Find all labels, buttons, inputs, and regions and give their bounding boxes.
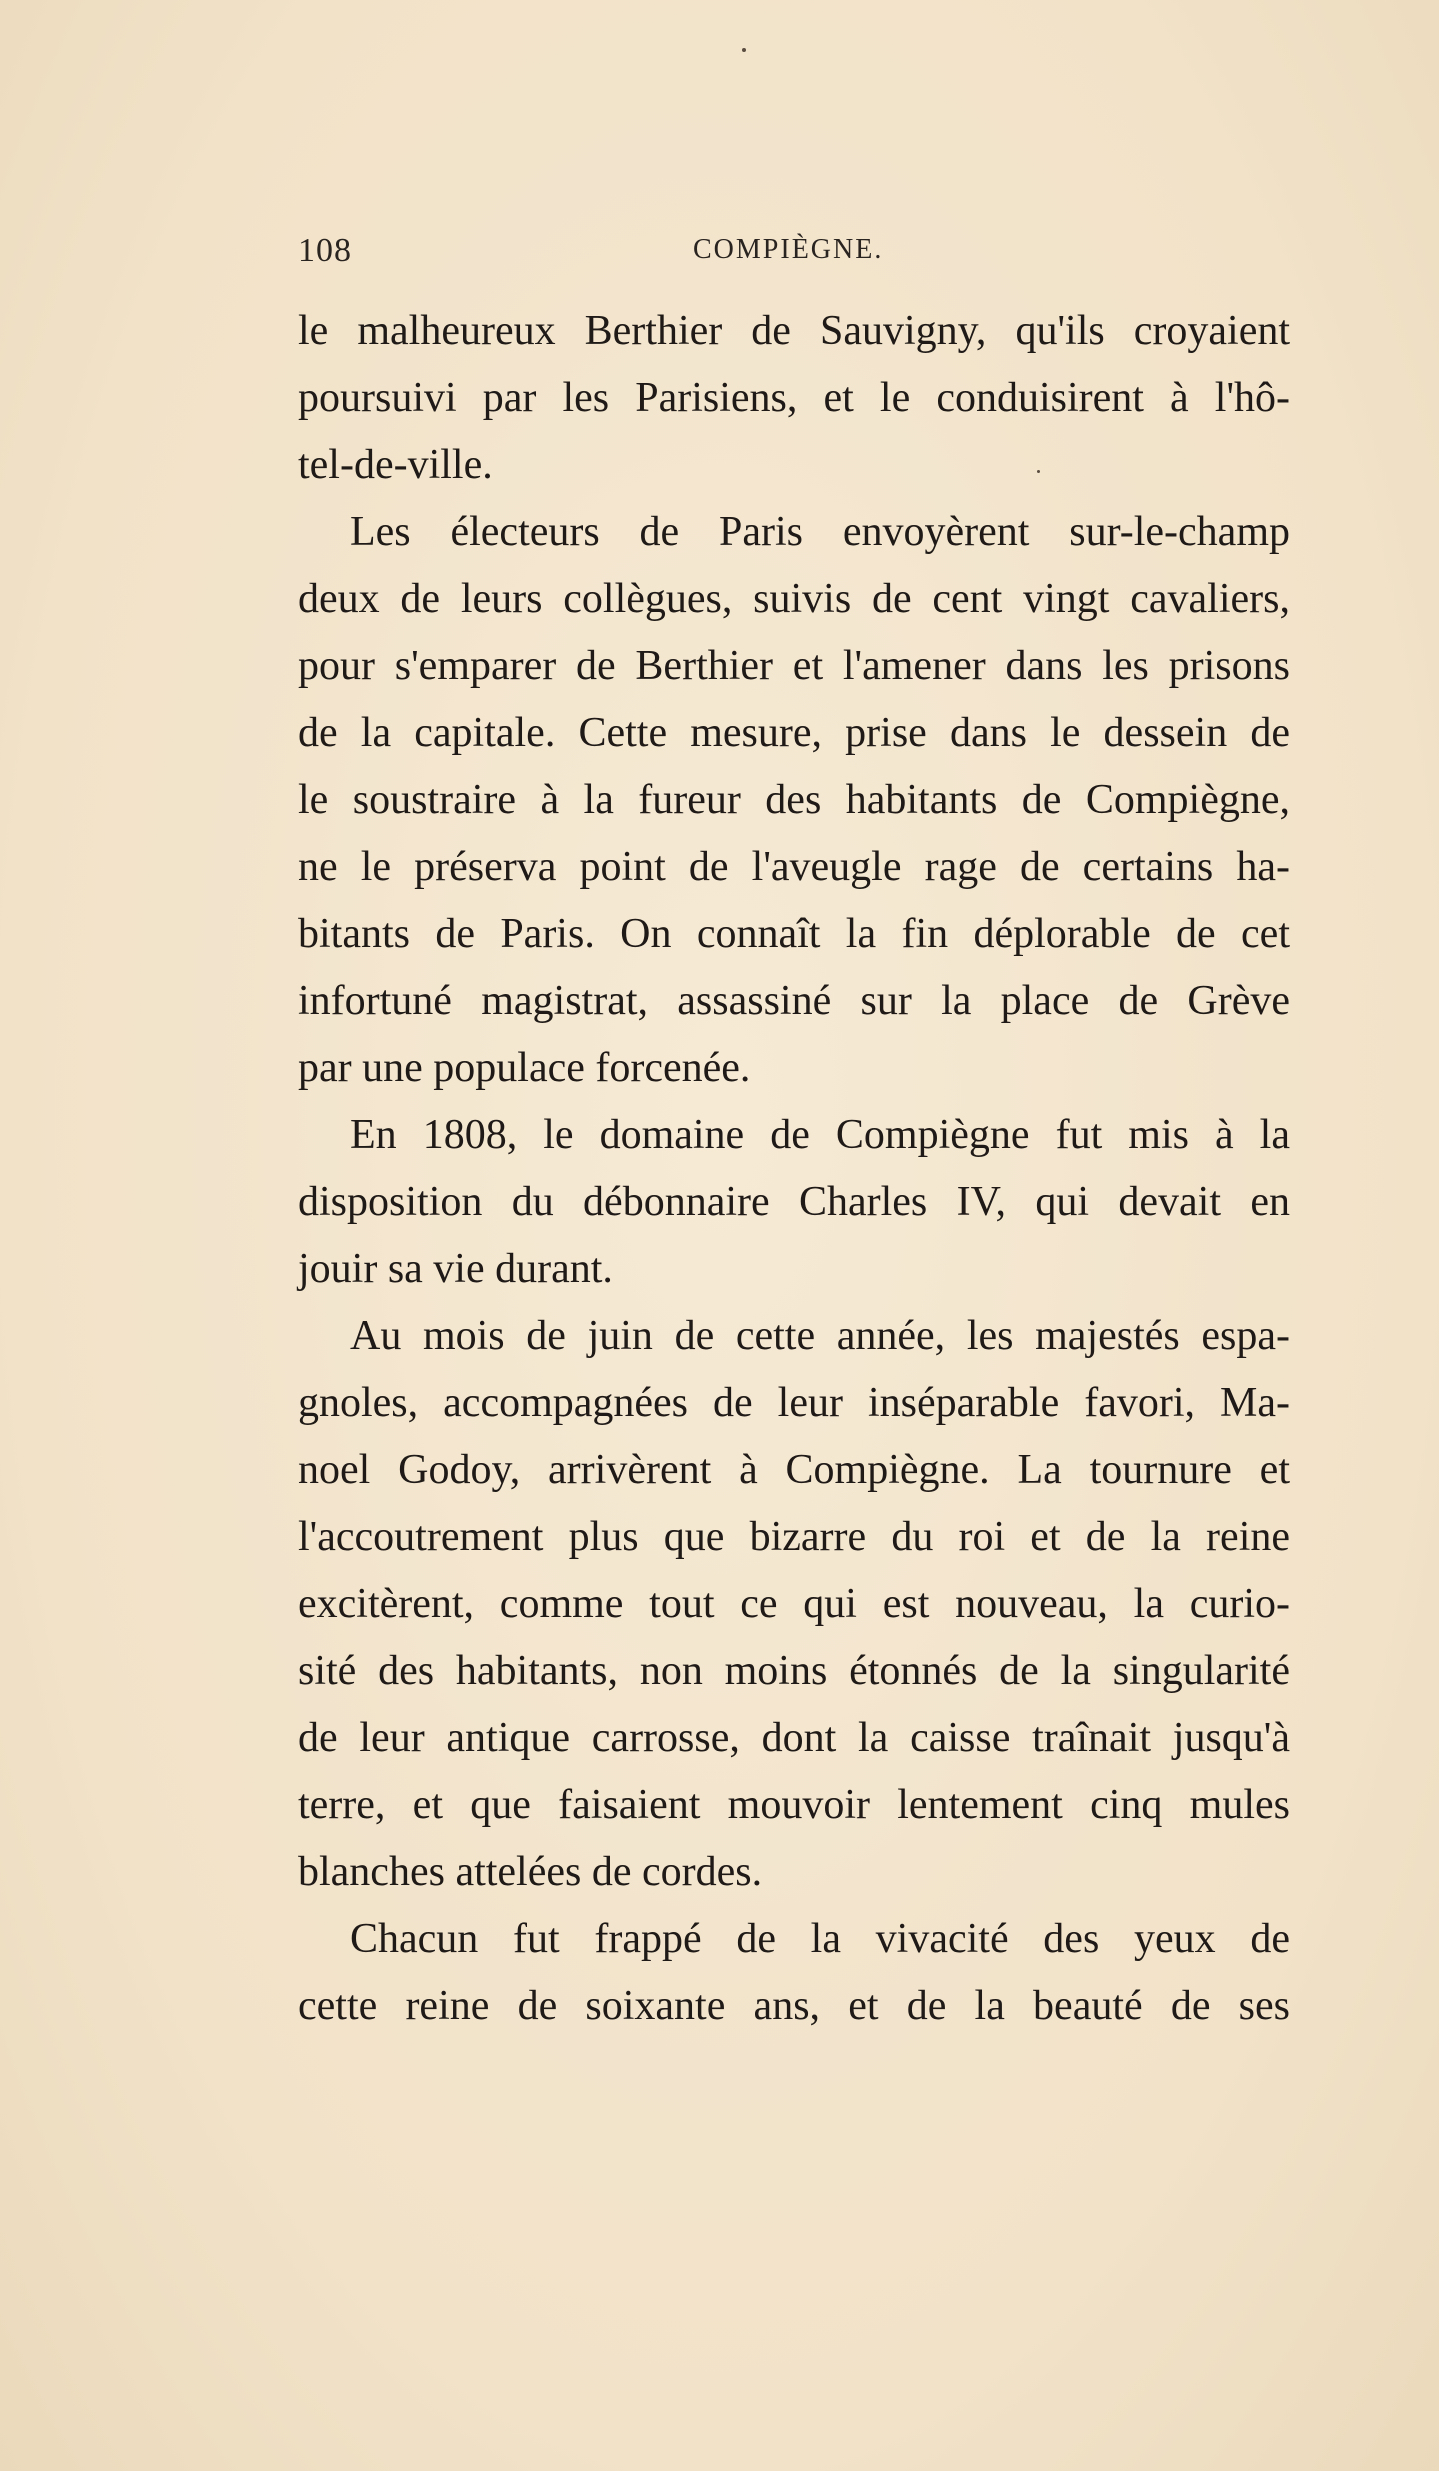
text-line: Les électeurs de Paris envoyèrent sur-le-champ [350, 509, 1290, 555]
text-line: jouir sa vie durant. [298, 1246, 613, 1292]
text-line: de la capitale. Cette mesure, prise dans le dessein de [298, 710, 1290, 756]
running-title: COMPIÈGNE. [693, 234, 884, 265]
text-line: gnoles, accompagnées de leur inséparable favori, Ma- [298, 1380, 1290, 1426]
paper-speck [742, 48, 746, 52]
text-line: Chacun fut frappé de la vivacité des yeux de [350, 1916, 1290, 1962]
text-line: l'accoutrement plus que bizarre du roi et de la reine [298, 1514, 1290, 1560]
text-line: ne le préserva point de l'aveugle rage de certains ha- [298, 844, 1290, 890]
text-line: deux de leurs collègues, suivis de cent vingt cavaliers, [298, 576, 1290, 622]
text-line: sité des habitants, non moins étonnés de la singularité [298, 1648, 1290, 1694]
text-line: En 1808, le domaine de Compiègne fut mis à la [350, 1112, 1290, 1158]
text-line: Au mois de juin de cette année, les majestés espa- [350, 1313, 1290, 1359]
page-number: 108 [298, 232, 352, 269]
text-line: de leur antique carrosse, dont la caisse traînait jusqu'à [298, 1715, 1290, 1761]
text-line: cette reine de soixante ans, et de la beauté de ses [298, 1983, 1290, 2029]
running-head [298, 232, 1290, 280]
text-line: par une populace forcenée. [298, 1045, 751, 1091]
text-line: terre, et que faisaient mouvoir lentement cinq mules [298, 1782, 1290, 1828]
text-line: infortuné magistrat, assassiné sur la place de Grève [298, 978, 1290, 1024]
text-line: pour s'emparer de Berthier et l'amener dans les prisons [298, 643, 1290, 689]
text-line: blanches attelées de cordes. [298, 1849, 763, 1895]
text-line: poursuivi par les Parisiens, et le conduisirent à l'hô- [298, 375, 1290, 421]
text-line: le malheureux Berthier de Sauvigny, qu'ils croyaient [298, 308, 1290, 354]
text-line: tel-de-ville. [298, 442, 493, 488]
text-line: le soustraire à la fureur des habitants de Compiègne, [298, 777, 1290, 823]
text-line: noel Godoy, arrivèrent à Compiègne. La tournure et [298, 1447, 1290, 1493]
body-text [298, 298, 1290, 2040]
text-line: disposition du débonnaire Charles IV, qui devait en [298, 1179, 1290, 1225]
text-line: bitants de Paris. On connaît la fin déplorable de cet [298, 911, 1290, 957]
text-line: excitèrent, comme tout ce qui est nouveau, la curio- [298, 1581, 1290, 1627]
